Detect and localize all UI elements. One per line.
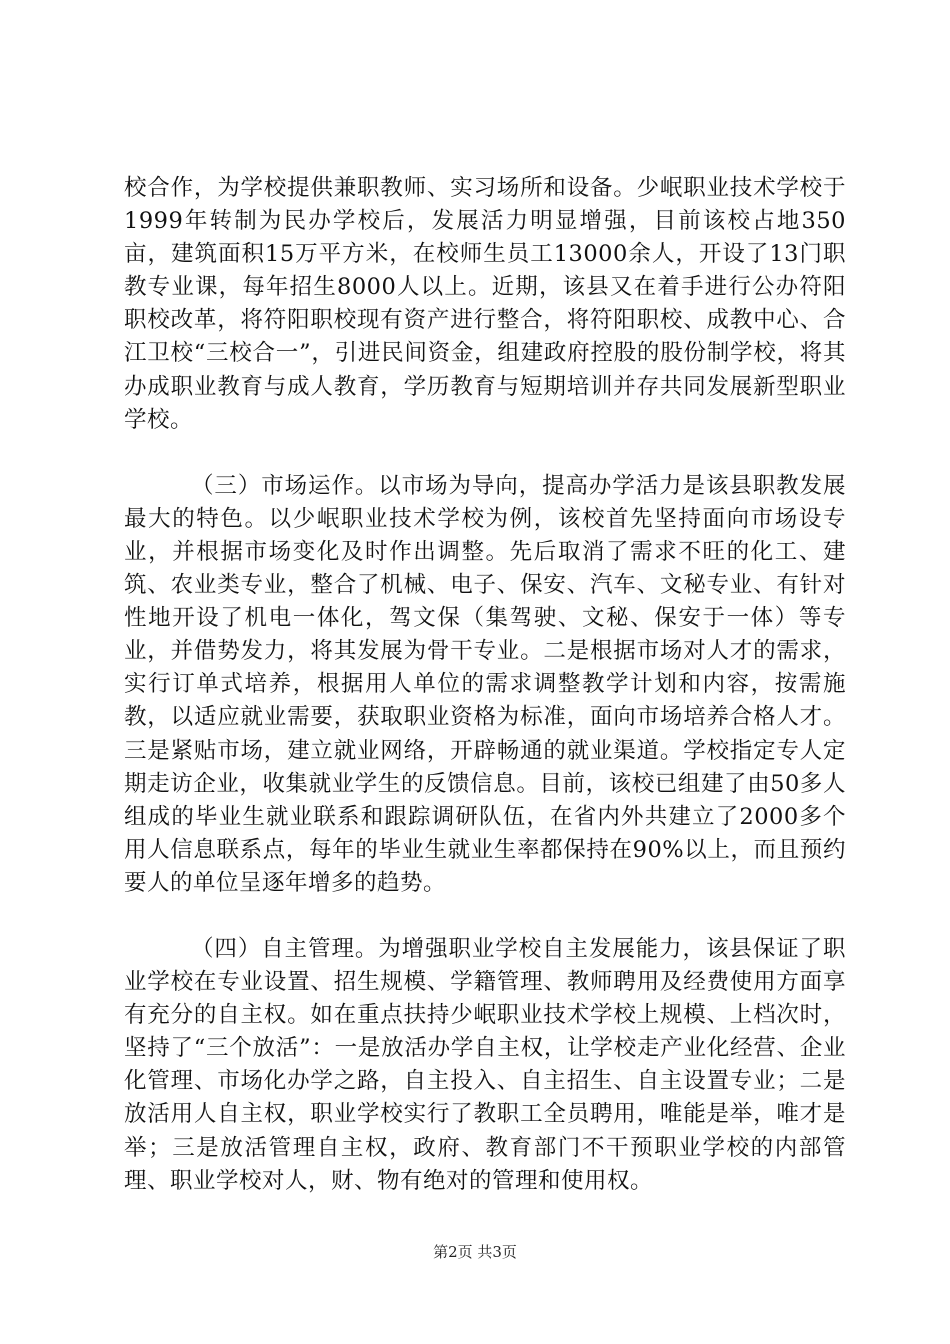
paragraph-2-market-operation: （三）市场运作。以市场为导向，提高办学活力是该县职教发展最大的特色。以少岷职业技术学校为例，该校首先坚持面向市场设专业，并根据市场变化及时作出调整。先后取消了需求不旺的化工、建筑、农业类专业，整合了机械、电子、保安、汽车、文秘专业、有针对性地开设了机电一体化，驾文保（集驾驶、文秘、保安于一体）等专业，并借势发力，将其发展为骨干专业。二是根据市场对人才的需求，实行订单式培养，根据用人单位的需求调整教学计划和内容，按需施教，以适应就业需要，获取职业资格为标准，面向市场培养合格人才。三是紧贴市场，建立就业网络，开辟畅通的就业渠道。学校指定专人定期走访企业，收集就业学生的反馈信息。目前，该校已组建了由50多人组成的毕业生就业联系和跟踪调研队伍，在省内外共建立了2000多个用人信息联系点，每年的毕业生就业生率都保持在90%以上，而且预约要人的单位呈逐年增多的趋势。 (124, 472, 846, 896)
paragraph-1: 校合作，为学校提供兼职教师、实习场所和设备。少岷职业技术学校于1999年转制为民办学校后，发展活力明显增强，目前该校占地350亩，建筑面积15万平方米，在校师生员工13000余人，开设了13门职教专业课，每年招生8000人以上。近期，该县又在着手进行公办符阳职校改革，将符阳职校现有资产进行整合，将符阳职校、成教中心、合江卫校“三校合一”，引进民间资金，组建政府控股的股份制学校，将其办成职业教育与成人教育，学历教育与短期培训并存共同发展新型职业学校。 (124, 175, 846, 433)
paragraph-3-autonomous-management: （四）自主管理。为增强职业学校自主发展能力，该县保证了职业学校在专业设置、招生规模、学籍管理、教师聘用及经费使用方面享有充分的自主权。如在重点扶持少岷职业技术学校上规模、上档次时，坚持了“三个放活”：一是放活办学自主权，让学校走产业化经营、企业化管理、市场化办学之路，自主投入、自主招生、自主设置专业；二是放活用人自主权，职业学校实行了教职工全员聘用，唯能是举，唯才是举；三是放活管理自主权，政府、教育部门不干预职业学校的内部管理、职业学校对人，财、物有绝对的管理和使用权。 (124, 935, 846, 1194)
paragraph-spacer (124, 900, 846, 933)
document-body (124, 172, 846, 1198)
page-number-footer: 第2页 共3页 (433, 1243, 517, 1261)
paragraph-spacer (124, 437, 846, 470)
